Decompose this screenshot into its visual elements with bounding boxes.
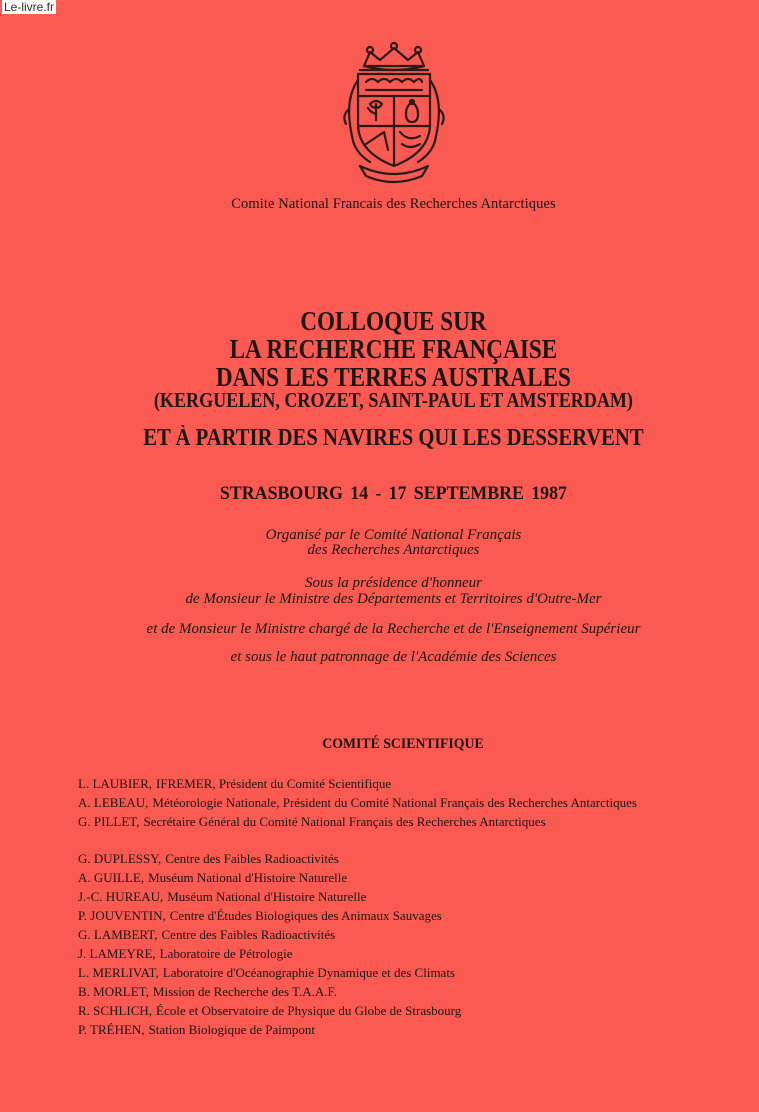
committee-heading: COMITÉ SCIENTIFIQUE xyxy=(322,736,484,752)
list-item xyxy=(78,982,637,1001)
member-name: P. TRÉHEN, xyxy=(78,1022,145,1037)
member-name: G. DUPLESSY, xyxy=(78,851,162,866)
member-name: J.-C. HUREAU, xyxy=(78,889,164,904)
member-role: Météorologie Nationale, Président du Comité National Français des Recherches Antarctiques xyxy=(152,795,637,810)
member-name: R. SCHLICH, xyxy=(78,1003,153,1018)
member-name: A. GUILLE, xyxy=(78,870,145,885)
list-item xyxy=(78,774,637,793)
list-item xyxy=(78,906,637,925)
organized-by-line-1: Organisé par le Comité National Français xyxy=(265,527,522,543)
member-name: G. LAMBERT, xyxy=(78,927,158,942)
member-role: Muséum National d'Histoire Naturelle xyxy=(148,870,348,885)
member-role: Centre des Faibles Radioactivités xyxy=(165,851,339,866)
member-name: G. PILLET, xyxy=(78,814,140,829)
list-item xyxy=(78,963,637,982)
list-item xyxy=(78,887,637,906)
member-role: IFREMER, Président du Comité Scientifique xyxy=(156,776,392,791)
watermark-label: Le-livre.fr xyxy=(4,0,55,14)
member-name: P. JOUVENTIN, xyxy=(78,908,166,923)
member-role: Station Biologique de Paimpont xyxy=(148,1022,316,1037)
presidency-line-3: et de Monsieur le Ministre chargé de la Recherche et de l'Enseignement Supérieur xyxy=(146,621,641,637)
list-item xyxy=(78,868,637,887)
list-divider xyxy=(78,831,637,849)
list-item xyxy=(78,849,637,868)
member-name: L. MERLIVAT, xyxy=(78,965,159,980)
list-item xyxy=(78,793,637,812)
member-role: Centre d'Études Biologiques des Animaux Sauvages xyxy=(169,908,442,923)
list-item xyxy=(78,944,637,963)
member-role: Secrétaire Général du Comité National Français des Recherches Antarctiques xyxy=(143,814,546,829)
member-name: L. LAUBIER, xyxy=(78,776,153,791)
coat-of-arms-emblem-icon xyxy=(330,40,458,186)
title-line-2: LA RECHERCHE FRANÇAISE xyxy=(229,334,558,364)
list-item xyxy=(78,1020,637,1039)
event-dates: STRASBOURG 14 - 17 SEPTEMBRE 1987 xyxy=(219,483,567,504)
member-role: Mission de Recherche des T.A.A.F. xyxy=(152,984,337,999)
member-role: Laboratoire de Pétrologie xyxy=(159,946,293,961)
title-line-4: (KERGUELEN, CROZET, SAINT-PAUL ET AMSTERDAM) xyxy=(153,388,633,412)
committee-list xyxy=(78,774,637,1039)
title-line-5: ET À PARTIR DES NAVIRES QUI LES DESSERVENT xyxy=(143,425,644,451)
member-name: B. MORLET, xyxy=(78,984,149,999)
member-role: École et Observatoire de Physique du Globe de Strasbourg xyxy=(156,1003,462,1018)
presidency-line-1: Sous la présidence d'honneur xyxy=(305,575,482,591)
member-role: Muséum National d'Histoire Naturelle xyxy=(167,889,367,904)
organization-name: Comite National Francais des Recherches Antarctiques xyxy=(231,196,556,212)
presidency-line-2: de Monsieur le Ministre des Départements et Territoires d'Outre-Mer xyxy=(185,591,602,607)
member-role: Centre des Faibles Radioactivités xyxy=(161,927,336,942)
member-role: Laboratoire d'Océanographie Dynamique et des Climats xyxy=(162,965,455,980)
member-name: J. LAMEYRE, xyxy=(78,946,156,961)
organized-by-line-2: des Recherches Antarctiques xyxy=(307,542,480,558)
list-item xyxy=(78,925,637,944)
list-item xyxy=(78,1001,637,1020)
member-name: A. LEBEAU, xyxy=(78,795,149,810)
list-item xyxy=(78,812,637,831)
title-line-3: DANS LES TERRES AUSTRALES xyxy=(215,362,571,392)
title-line-1: COLLOQUE SUR xyxy=(300,306,487,336)
presidency-line-4: et sous le haut patronnage de l'Académie des Sciences xyxy=(230,649,557,665)
